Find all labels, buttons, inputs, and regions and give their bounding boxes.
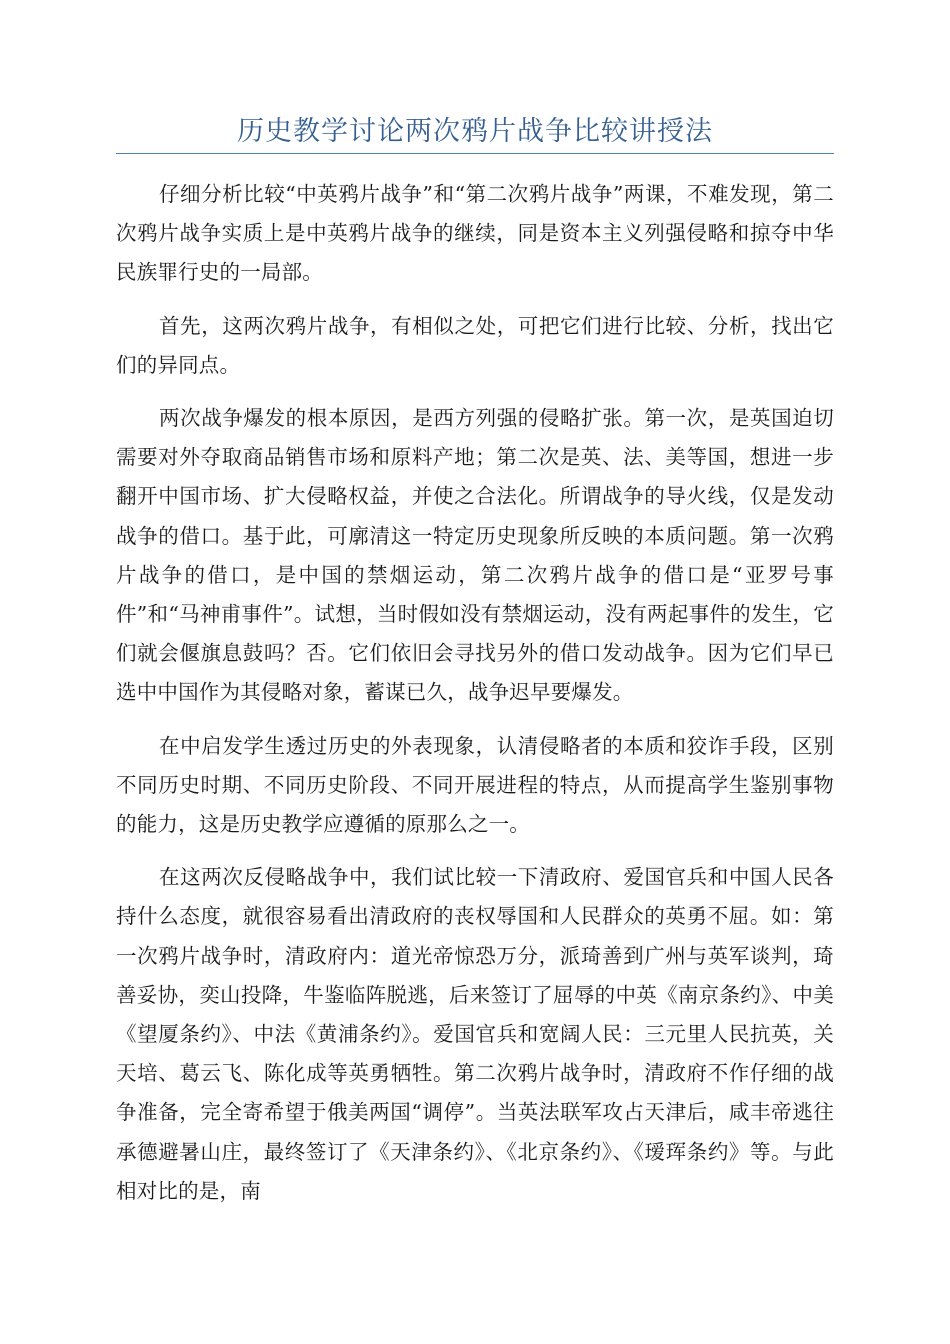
paragraph-3: 两次战争爆发的根本原因，是西方列强的侵略扩张。第一次，是英国迫切需要对外夺取商品销售市场和原料产地；第二次是英、法、美等国，想进一步翻开中国市场、扩大侵略权益，并使之合法化。所谓战争的导火线，仅是发动战争的借口。基于此，可廓清这一特定历史现象所反映的本质问题。第一次鸦片战争的借口，是中国的禁烟运动，第二次鸦片战争的借口是“亚罗号事件”和“马神甫事件”。试想，当时假如没有禁烟运动，没有两起事件的发生，它们就会偃旗息鼓吗？否。它们依旧会寻找另外的借口发动战争。因为它们早已选中中国作为其侵略对象，蓄谋已久，战争迟早要爆发。: [116, 406, 834, 705]
paragraph-2: 首先，这两次鸦片战争，有相似之处，可把它们进行比较、分析，找出它们的异同点。: [116, 313, 834, 377]
title-underline: [116, 153, 834, 154]
document-body: [116, 175, 834, 1225]
paragraph-1: 仔细分析比较“中英鸦片战争”和“第二次鸦片战争”两课，不难发现，第二次鸦片战争实质上是中英鸦片战争的继续，同是资本主义列强侵略和掠夺中华民族罪行史的一局部。: [116, 182, 834, 285]
paragraph-4: 在中启发学生透过历史的外表现象，认清侵略者的本质和狡诈手段，区别不同历史时期、不同历史阶段、不同开展进程的特点，从而提高学生鉴别事物的能力，这是历史教学应遵循的原那么之一。: [116, 733, 834, 837]
paragraph-5: 在这两次反侵略战争中，我们试比较一下清政府、爱国官兵和中国人民各持什么态度，就很容易看出清政府的丧权辱国和人民群众的英勇不屈。如：第一次鸦片战争时，清政府内：道光帝惊恐万分，派琦善到广州与英军谈判，琦善妥协，奕山投降，牛鉴临阵脱逃，后来签订了屈辱的中英《南京条约》、中美《望厦条约》、中法《黄浦条约》。爱国官兵和宽阔人民：三元里人民抗英，关天培、葛云飞、陈化成等英勇牺牲。第二次鸦片战争时，清政府不作仔细的战争准备，完全寄希望于俄美两国“调停”。当英法联军攻占天津后，咸丰帝逃往承德避暑山庄，最终签订了《天津条约》、《北京条约》、《瑷珲条约》等。与此相对比的是，南: [116, 865, 834, 1203]
document-title: 历史教学讨论两次鸦片战争比较讲授法: [237, 116, 713, 147]
